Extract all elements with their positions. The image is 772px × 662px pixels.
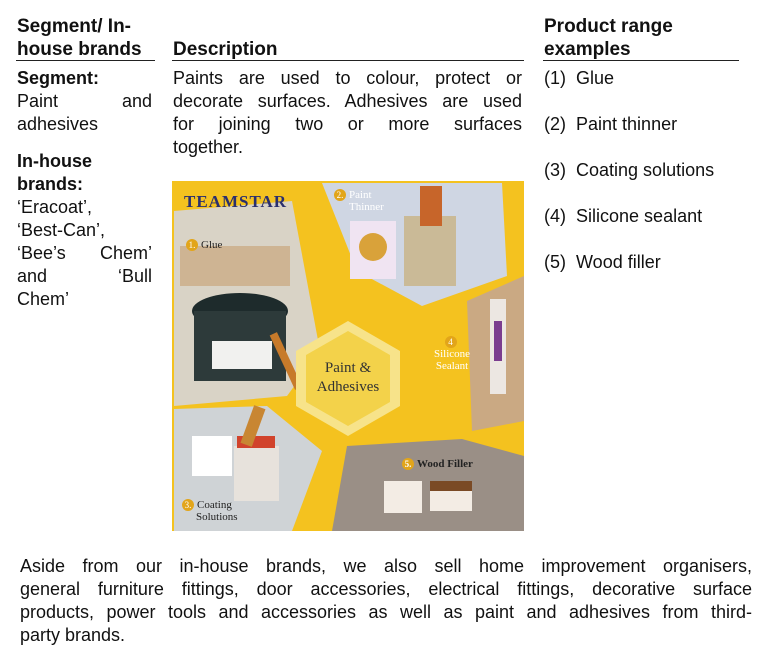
glue-text: Glue bbox=[201, 239, 223, 251]
brands-heading-line2: brands: bbox=[17, 174, 84, 194]
thinner-text-2: Thinner bbox=[349, 201, 384, 214]
brand-bees-word: ‘Bee’s bbox=[17, 243, 66, 263]
header-segment bbox=[17, 15, 142, 61]
glue-label bbox=[186, 239, 222, 251]
collage-photos bbox=[172, 181, 524, 531]
product-name: Glue bbox=[576, 68, 615, 88]
header-rule-description bbox=[172, 60, 524, 61]
brand-and-word: and bbox=[17, 266, 48, 286]
header-description: Description bbox=[173, 39, 278, 60]
list-item bbox=[544, 251, 754, 274]
segment-word-and: and bbox=[121, 91, 152, 111]
product-num: (5) bbox=[544, 252, 566, 272]
brand-chem-word: Chem’ bbox=[99, 243, 152, 263]
product-num: (3) bbox=[544, 160, 566, 180]
center-label bbox=[312, 359, 384, 397]
description-line1: Paints are used to colour, protect or bbox=[173, 68, 522, 88]
wood-filler-label bbox=[402, 458, 473, 470]
brand-best-can: ‘Best-Can’, bbox=[17, 220, 106, 240]
list-item bbox=[544, 113, 754, 136]
product-name: Silicone sealant bbox=[576, 206, 703, 226]
header-range-line2: examples bbox=[544, 39, 631, 60]
center-line1: Paint & bbox=[324, 360, 372, 376]
header-product-range bbox=[544, 15, 673, 61]
product-num: (4) bbox=[544, 206, 566, 226]
wood-filler-photo bbox=[332, 439, 524, 531]
product-num: (1) bbox=[544, 68, 566, 88]
description-line3: for joining two or more surfaces bbox=[173, 114, 522, 134]
footer-line4: party brands. bbox=[20, 625, 126, 645]
list-item bbox=[544, 205, 754, 228]
product-range-list bbox=[544, 67, 754, 274]
description-line2: decorate surfaces. Adhesives are used bbox=[173, 91, 522, 111]
coating-text-1: Coating bbox=[197, 499, 232, 511]
coating-label bbox=[182, 499, 238, 523]
segment-line2: adhesives bbox=[17, 114, 99, 134]
teamstar-logo: TEAMSTAR bbox=[184, 192, 288, 211]
brand-and-bull bbox=[17, 265, 152, 288]
thinner-label bbox=[334, 189, 384, 213]
coating-number: 3. bbox=[182, 499, 194, 511]
thinner-text-1: Paint bbox=[349, 189, 372, 201]
brand-eracoat: ‘Eracoat’, bbox=[17, 197, 93, 217]
product-name: Coating solutions bbox=[576, 160, 715, 180]
coating-text-2: Solutions bbox=[196, 511, 238, 524]
segment-heading: Segment: bbox=[17, 68, 100, 88]
wood-number: 5. bbox=[402, 458, 414, 470]
brands-heading-line1: In-house bbox=[17, 151, 92, 171]
brand-bull-chem-end: Chem’ bbox=[17, 289, 70, 309]
thinner-number: 2. bbox=[334, 189, 346, 201]
header-segment-line1: Segment/ In- bbox=[17, 16, 132, 37]
wood-text: Wood Filler bbox=[417, 458, 473, 470]
glue-number: 1. bbox=[186, 239, 198, 251]
silicone-number: 4 bbox=[445, 336, 457, 348]
description-line4: together. bbox=[173, 137, 244, 157]
product-name: Wood filler bbox=[576, 252, 661, 272]
product-name: Paint thinner bbox=[576, 114, 678, 134]
brand-bull-word: ‘Bull bbox=[117, 266, 152, 286]
footer-line1: Aside from our in-house brands, we also sell home improvement organisers, bbox=[20, 556, 752, 576]
center-line2: Adhesives bbox=[316, 379, 380, 395]
segment-word-paint: Paint bbox=[17, 91, 59, 111]
header-range-line1: Product range bbox=[544, 16, 673, 37]
brand-bees-chem bbox=[17, 242, 152, 265]
header-rule-segment bbox=[16, 60, 155, 61]
product-collage bbox=[172, 181, 524, 531]
silicone-text-1: Silicone bbox=[434, 348, 471, 361]
list-item bbox=[544, 159, 754, 182]
segment-line1 bbox=[17, 90, 152, 113]
description-cell bbox=[173, 67, 522, 159]
footer-line3: products, power tools and accessories as well as paint and adhesives from third- bbox=[20, 602, 752, 622]
silicone-text-2: Sealant bbox=[435, 360, 469, 373]
header-segment-line2: house brands bbox=[17, 39, 142, 60]
footer-line2: general furniture fittings, door accessories, electrical fittings, decorative surface bbox=[20, 579, 752, 599]
silicone-label bbox=[434, 336, 470, 372]
header-rule-range bbox=[543, 60, 739, 61]
product-num: (2) bbox=[544, 114, 566, 134]
segment-cell bbox=[17, 67, 152, 311]
list-item bbox=[544, 67, 754, 90]
footer-paragraph bbox=[20, 555, 752, 647]
